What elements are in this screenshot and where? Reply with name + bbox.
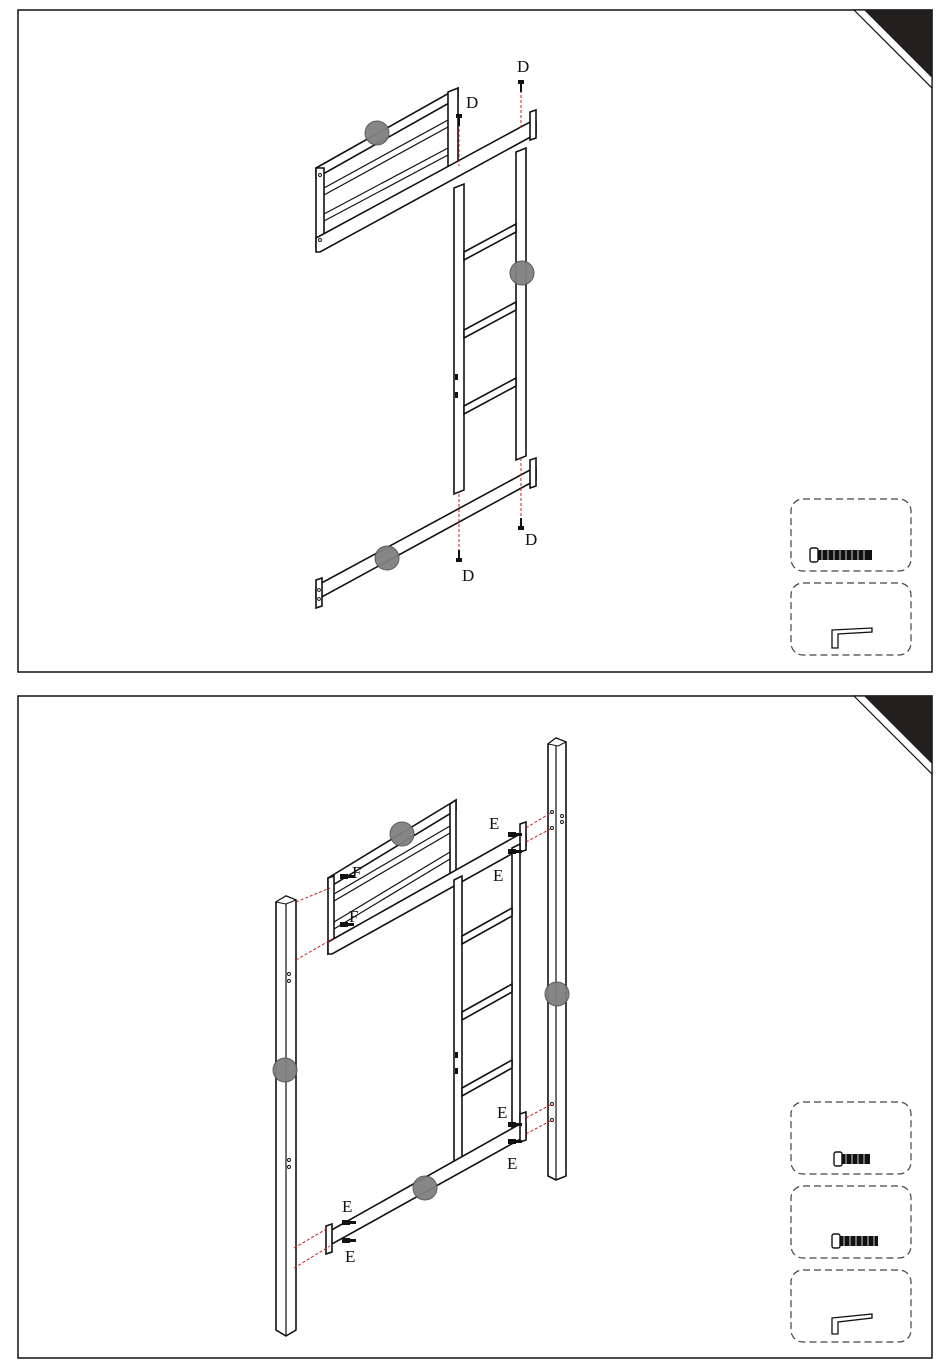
- long-bolt-icon: [832, 1234, 878, 1248]
- callout-label: E: [507, 1154, 518, 1173]
- left-post: [276, 896, 296, 1336]
- step-2-panel: [18, 696, 932, 1358]
- callout-label: F: [349, 907, 359, 926]
- part-marker: [390, 822, 414, 846]
- part-marker: [365, 121, 389, 145]
- callout-label: E: [497, 1103, 508, 1122]
- hardware-box: [791, 499, 911, 571]
- bolt-d: [518, 80, 524, 92]
- bolt-d: [518, 518, 524, 530]
- allen-key-icon: [832, 1314, 872, 1334]
- step-1-panel: [18, 10, 932, 672]
- callout-label: F: [352, 863, 362, 882]
- callout-label: E: [345, 1247, 356, 1266]
- callout-label: E: [493, 866, 504, 885]
- callout-label: E: [489, 814, 500, 833]
- panel-border: [18, 696, 932, 1358]
- short-bolt-icon: [834, 1152, 870, 1166]
- hardware-box: [791, 1270, 911, 1342]
- bolt-icon: [810, 548, 872, 562]
- hardware-box: [791, 583, 911, 655]
- bottom-beam: [316, 458, 536, 608]
- ladder: [454, 844, 520, 1170]
- callout-label: D: [525, 530, 538, 549]
- part-marker: [545, 982, 569, 1006]
- callout-label: D: [462, 566, 475, 585]
- part-marker: [510, 261, 534, 285]
- callout-label: E: [342, 1197, 353, 1216]
- part-marker: [273, 1058, 297, 1082]
- bolt-e: [342, 1238, 356, 1243]
- right-post: [548, 738, 566, 1180]
- part-marker: [413, 1176, 437, 1200]
- callout-label: D: [466, 93, 479, 112]
- callout-label: D: [517, 57, 530, 76]
- guard-rail: [316, 88, 536, 252]
- step-corner-badge: [864, 696, 932, 764]
- ladder: [454, 148, 526, 494]
- hardware-box: [791, 1102, 911, 1174]
- hardware-box: [791, 1186, 911, 1258]
- bolt-d: [456, 550, 462, 562]
- part-marker: [375, 546, 399, 570]
- allen-key-icon: [832, 628, 872, 648]
